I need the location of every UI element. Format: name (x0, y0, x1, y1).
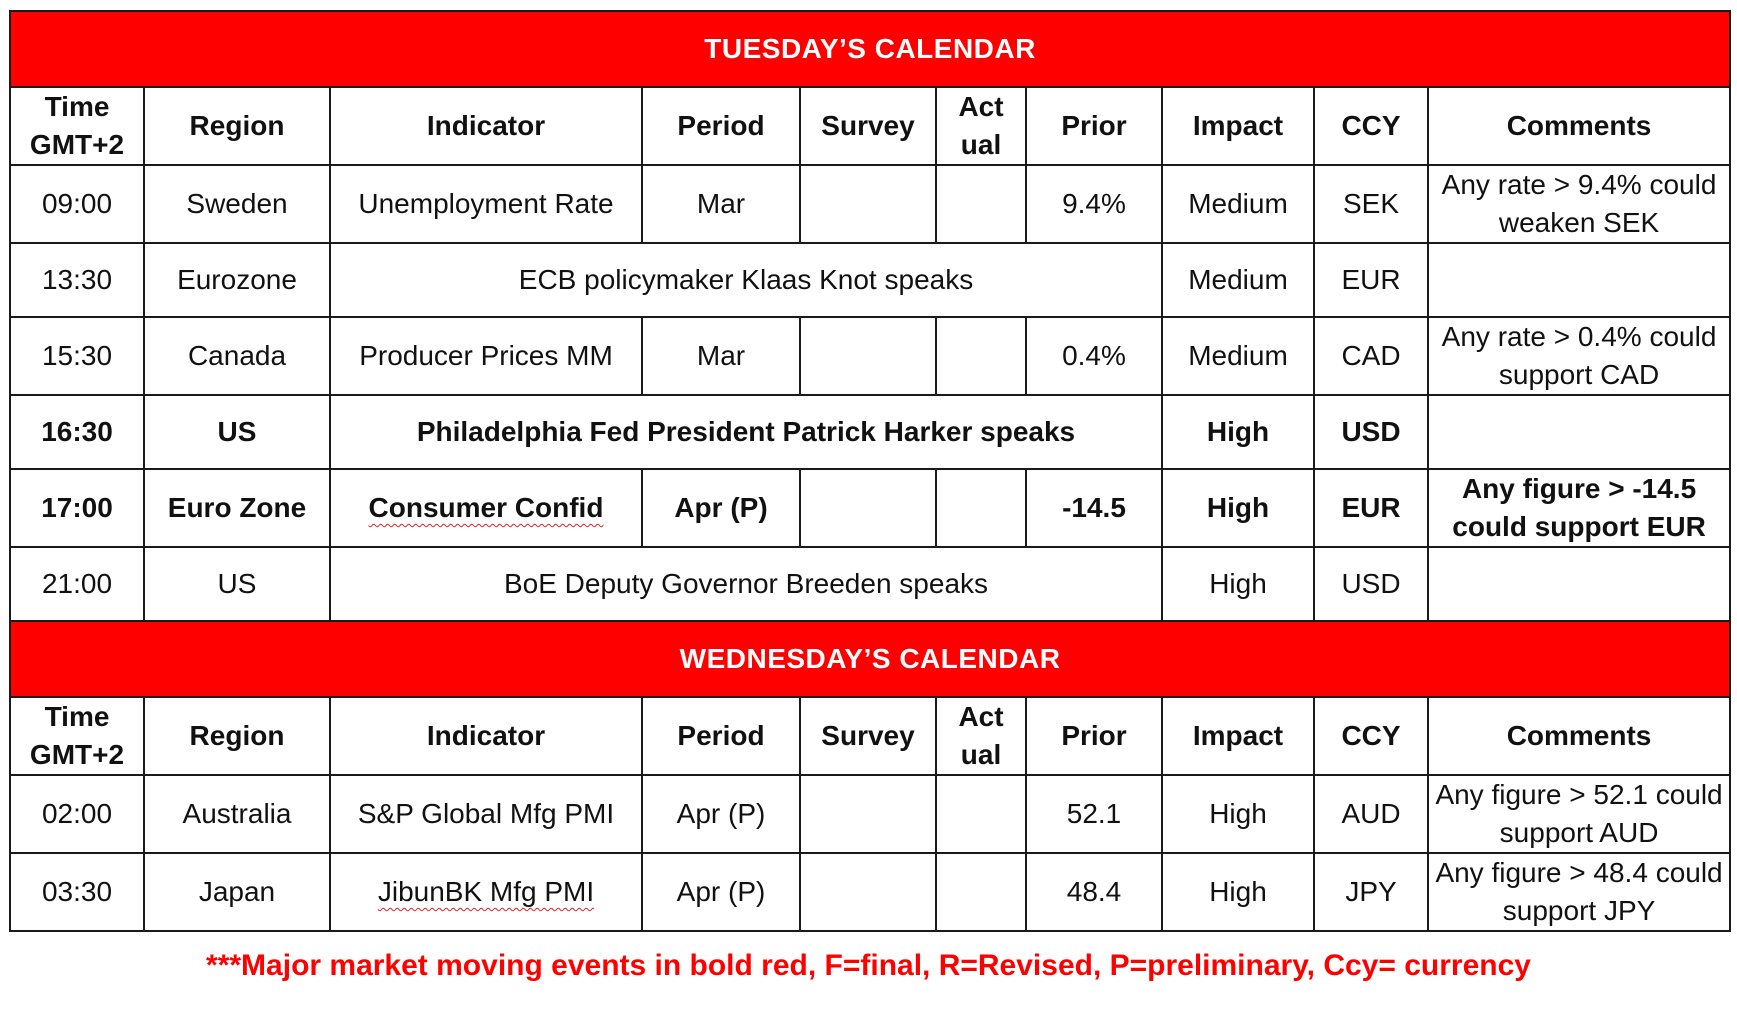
header-indicator: Indicator (330, 87, 642, 165)
prior-cell: 52.1 (1026, 775, 1162, 853)
ccy-cell: USD (1314, 395, 1428, 469)
impact-cell: High (1162, 395, 1314, 469)
ccy-cell: EUR (1314, 469, 1428, 547)
event-cell: ECB policymaker Klaas Knot speaks (330, 243, 1162, 317)
header-comments: Comments (1428, 697, 1730, 775)
impact-cell: Medium (1162, 165, 1314, 243)
impact-cell: High (1162, 853, 1314, 931)
table-row (10, 317, 1730, 395)
actual-cell (936, 775, 1026, 853)
region-cell: Japan (144, 853, 330, 931)
header-impact: Impact (1162, 697, 1314, 775)
table-row (10, 775, 1730, 853)
header-survey: Survey (800, 697, 936, 775)
table-row (10, 469, 1730, 547)
period-cell: Apr (P) (642, 775, 800, 853)
comments-cell: Any figure > -14.5 could support EUR (1428, 469, 1730, 547)
header-region: Region (144, 87, 330, 165)
prior-cell: -14.5 (1026, 469, 1162, 547)
ccy-cell: SEK (1314, 165, 1428, 243)
wednesday-banner (10, 621, 1730, 697)
actual-cell (936, 853, 1026, 931)
time-cell: 13:30 (10, 243, 144, 317)
footnote: ***Major market moving events in bold red, F=final, R=Revised, P=preliminary, Ccy= currency (206, 949, 1531, 982)
time-cell: 21:00 (10, 547, 144, 621)
header-indicator: Indicator (330, 697, 642, 775)
time-cell: 02:00 (10, 775, 144, 853)
ccy-cell: EUR (1314, 243, 1428, 317)
indicator-cell: S&P Global Mfg PMI (330, 775, 642, 853)
header-survey: Survey (800, 87, 936, 165)
comments-cell (1428, 547, 1730, 621)
survey-cell (800, 469, 936, 547)
region-cell: Euro Zone (144, 469, 330, 547)
impact-cell: High (1162, 775, 1314, 853)
region-cell: Canada (144, 317, 330, 395)
ccy-cell: AUD (1314, 775, 1428, 853)
indicator-cell: Producer Prices MM (330, 317, 642, 395)
impact-cell: Medium (1162, 317, 1314, 395)
header-ccy: CCY (1314, 87, 1428, 165)
indicator-cell (330, 853, 642, 931)
time-cell: 03:30 (10, 853, 144, 931)
header-impact: Impact (1162, 87, 1314, 165)
table-row (10, 547, 1730, 621)
survey-cell (800, 853, 936, 931)
header-comments: Comments (1428, 87, 1730, 165)
period-cell: Mar (642, 165, 800, 243)
table-row (10, 395, 1730, 469)
actual-cell (936, 165, 1026, 243)
impact-cell: High (1162, 469, 1314, 547)
time-cell: 09:00 (10, 165, 144, 243)
survey-cell (800, 317, 936, 395)
prior-cell: 9.4% (1026, 165, 1162, 243)
impact-cell: High (1162, 547, 1314, 621)
region-cell: Sweden (144, 165, 330, 243)
time-cell: 17:00 (10, 469, 144, 547)
header-region: Region (144, 697, 330, 775)
event-cell: BoE Deputy Governor Breeden speaks (330, 547, 1162, 621)
actual-cell (936, 317, 1026, 395)
header-period: Period (642, 87, 800, 165)
tuesday-header-row (10, 87, 1730, 165)
period-cell: Mar (642, 317, 800, 395)
indicator-cell: Unemployment Rate (330, 165, 642, 243)
comments-cell: Any figure > 52.1 could support AUD (1428, 775, 1730, 853)
prior-cell: 48.4 (1026, 853, 1162, 931)
impact-cell: Medium (1162, 243, 1314, 317)
region-cell: Australia (144, 775, 330, 853)
indicator-cell (330, 469, 642, 547)
wednesday-title: WEDNESDAY’S CALENDAR (10, 621, 1730, 697)
calendar-table (9, 10, 1731, 932)
period-cell: Apr (P) (642, 853, 800, 931)
region-cell: US (144, 395, 330, 469)
header-prior: Prior (1026, 87, 1162, 165)
comments-cell: Any rate > 0.4% could support CAD (1428, 317, 1730, 395)
time-cell: 16:30 (10, 395, 144, 469)
time-cell: 15:30 (10, 317, 144, 395)
actual-cell (936, 469, 1026, 547)
comments-cell: Any rate > 9.4% could weaken SEK (1428, 165, 1730, 243)
region-cell: US (144, 547, 330, 621)
table-row (10, 853, 1730, 931)
tuesday-title: TUESDAY’S CALENDAR (10, 11, 1730, 87)
comments-cell (1428, 395, 1730, 469)
header-ccy: CCY (1314, 697, 1428, 775)
wednesday-header-row (10, 697, 1730, 775)
header-period: Period (642, 697, 800, 775)
tuesday-banner (10, 11, 1730, 87)
region-cell: Eurozone (144, 243, 330, 317)
table-row (10, 243, 1730, 317)
ccy-cell: USD (1314, 547, 1428, 621)
table-row (10, 165, 1730, 243)
economic-calendar (9, 10, 1729, 932)
event-cell: Philadelphia Fed President Patrick Harker speaks (330, 395, 1162, 469)
header-time: Time GMT+2 (10, 697, 144, 775)
prior-cell: 0.4% (1026, 317, 1162, 395)
indicator-text: Consumer Confid (368, 492, 604, 523)
comments-cell (1428, 243, 1730, 317)
period-cell: Apr (P) (642, 469, 800, 547)
indicator-text: JibunBK Mfg PMI (377, 876, 595, 907)
header-prior: Prior (1026, 697, 1162, 775)
survey-cell (800, 165, 936, 243)
ccy-cell: JPY (1314, 853, 1428, 931)
comments-cell: Any figure > 48.4 could support JPY (1428, 853, 1730, 931)
header-time: Time GMT+2 (10, 87, 144, 165)
survey-cell (800, 775, 936, 853)
ccy-cell: CAD (1314, 317, 1428, 395)
header-actual: Act ual (936, 697, 1026, 775)
header-actual: Act ual (936, 87, 1026, 165)
